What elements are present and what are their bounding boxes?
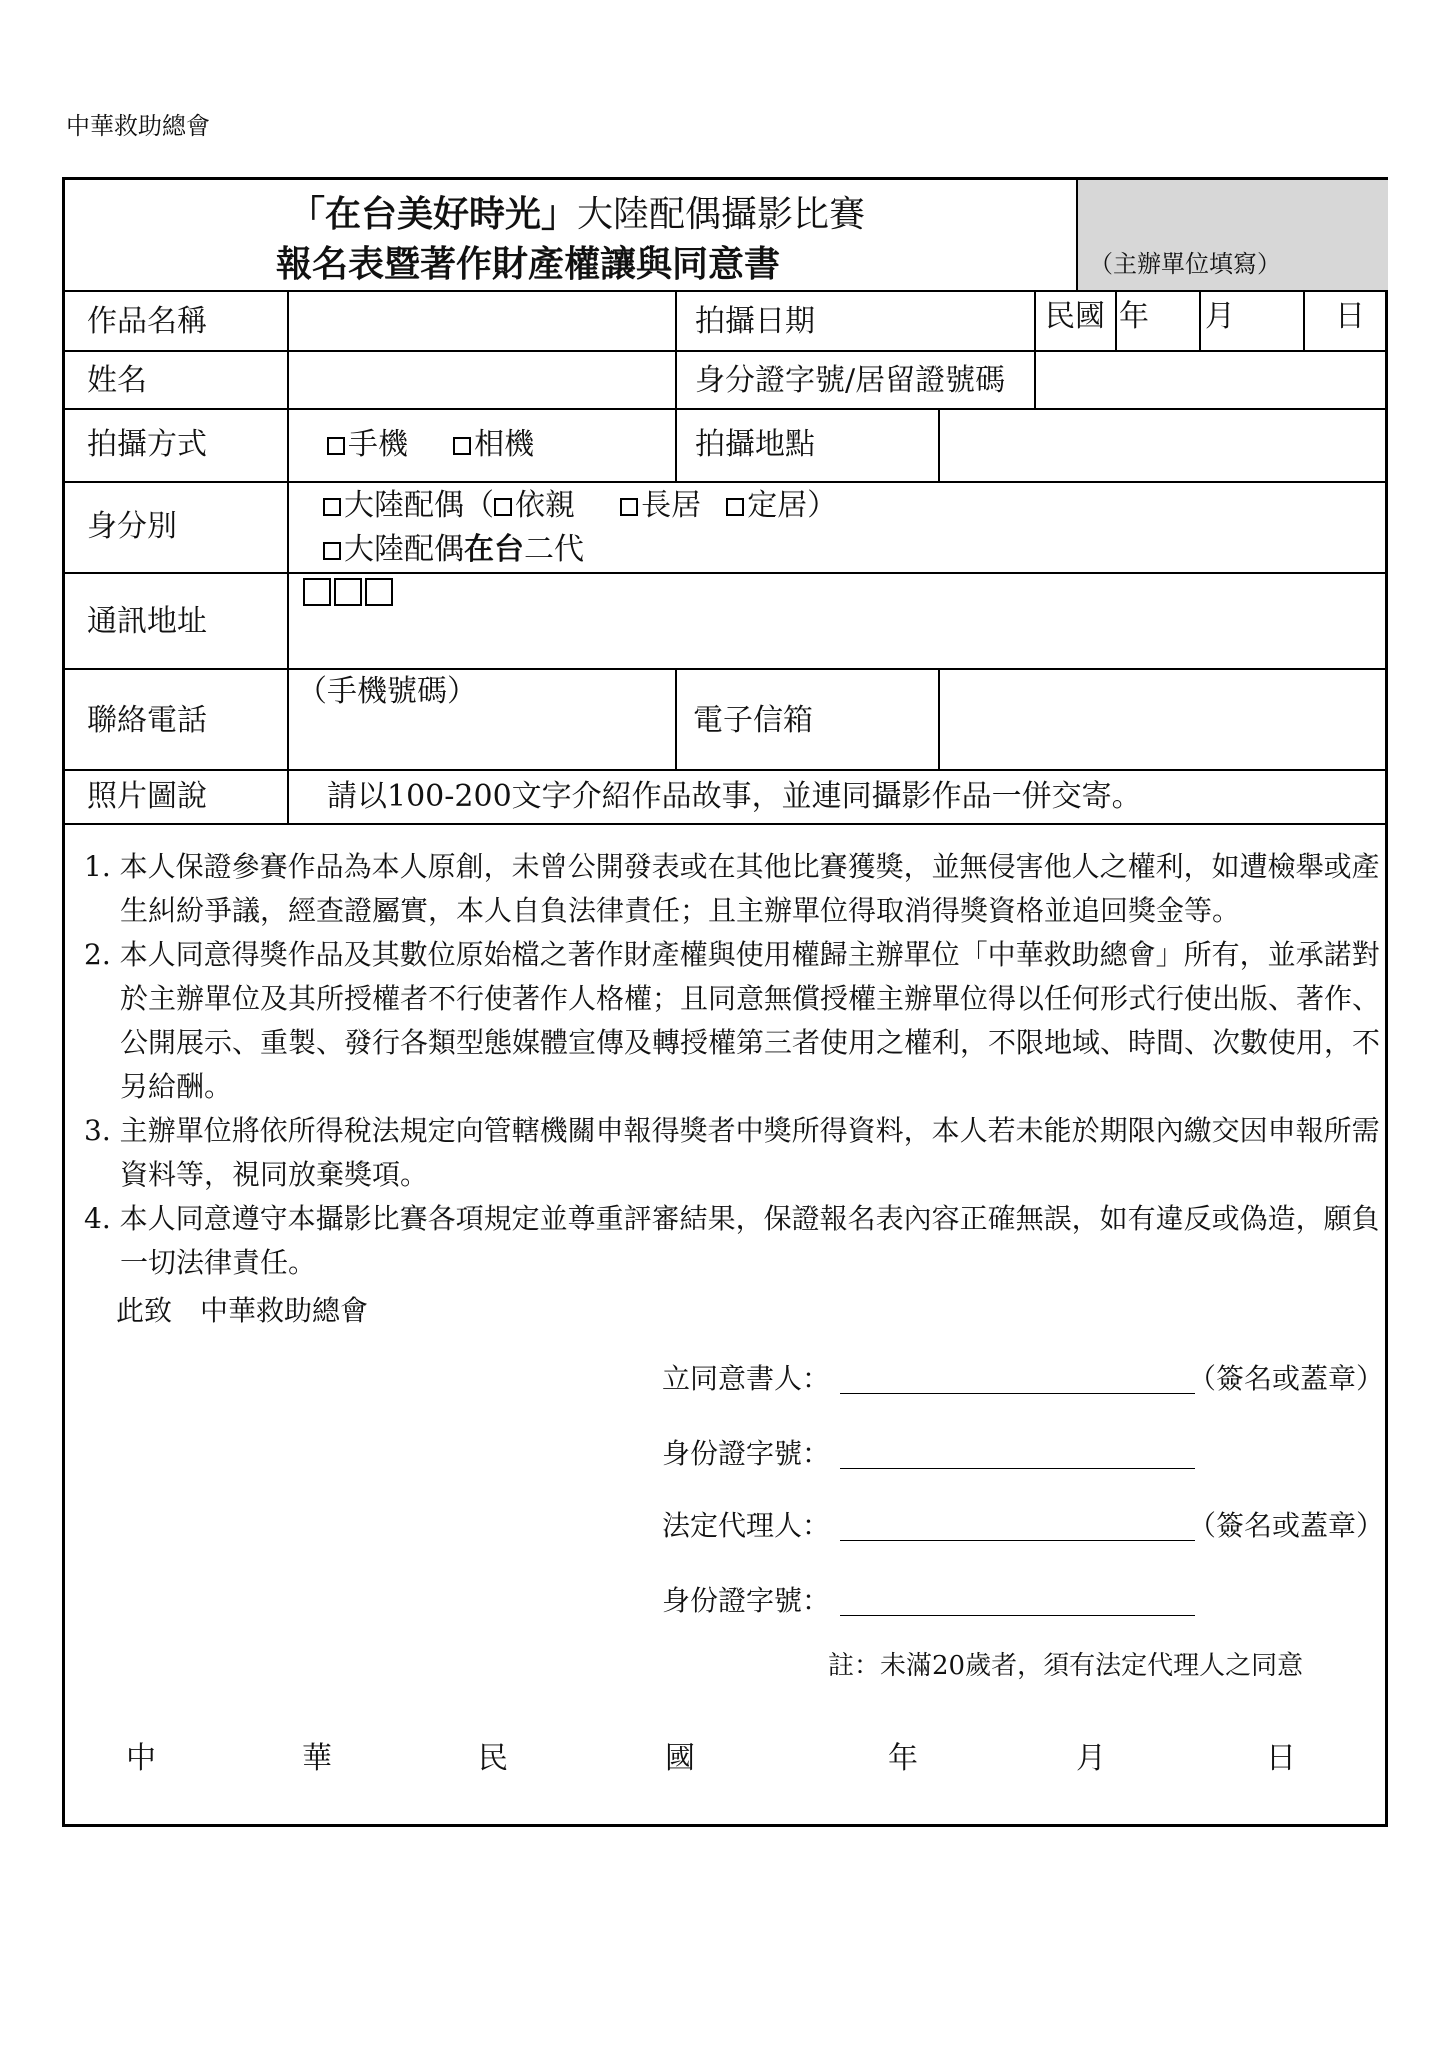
postal-digit-box[interactable] <box>365 578 393 606</box>
date-char: 民 <box>478 1741 508 1776</box>
mainland-spouse-checkbox[interactable] <box>323 498 341 516</box>
date-day: 日 <box>1266 1741 1296 1776</box>
work-name-label: 作品名稱 <box>87 304 207 339</box>
col-divider <box>675 408 677 481</box>
identity-options-row1 <box>323 488 838 523</box>
date-year: 年 <box>888 1741 918 1776</box>
second-generation-checkbox[interactable] <box>323 542 341 560</box>
postal-digit-box[interactable] <box>303 578 331 606</box>
camera-checkbox[interactable] <box>453 437 471 455</box>
year-label: 年 <box>1119 299 1149 334</box>
date-char: 國 <box>665 1741 695 1776</box>
row-divider <box>65 572 1388 574</box>
row-divider <box>65 481 1388 483</box>
col-divider <box>675 668 677 769</box>
date-char: 華 <box>302 1741 332 1776</box>
row-divider <box>65 668 1388 670</box>
terms-list <box>84 845 1384 1285</box>
postal-digit-box[interactable] <box>334 578 362 606</box>
row-divider <box>65 823 1388 825</box>
guardian-id-label: 身份證字號： <box>662 1584 831 1617</box>
col-divider <box>675 290 677 408</box>
second-generation-label-c: 二代 <box>524 532 584 567</box>
shoot-date-label: 拍攝日期 <box>695 304 815 339</box>
identity-label: 身分別 <box>87 509 177 544</box>
col-divider <box>1303 290 1305 350</box>
term-item: 1. 本人保證參賽作品為本人原創，未曾公開發表或在其他比賽獲獎，並無侵害他人之權利，如遭檢舉或產生糾紛爭議，經查證屬實，本人自負法律責任；且主辦單位得取消得獎資格並追回獎金等。 <box>84 850 1380 927</box>
col-divider <box>938 408 940 481</box>
term-item: 3. 主辦單位將依所得稅法規定向管轄機關申報得獎者中獎所得資料，本人若未能於期限內繳交因申報所需資料等，視同放棄獎項。 <box>84 1114 1380 1191</box>
office-use-note: （主辦單位填寫） <box>1089 250 1281 278</box>
guardian-note: 註：未滿20歲者，須有法定代理人之同意 <box>828 1651 1304 1681</box>
organization-header: 中華救助總會 <box>66 112 210 140</box>
name-label: 姓名 <box>87 363 147 398</box>
office-use-divider <box>1076 180 1078 292</box>
date-month: 月 <box>1076 1741 1106 1776</box>
shooting-location-label: 拍攝地點 <box>695 427 815 462</box>
contest-theme: 「在台美好時光」 <box>289 193 578 235</box>
consenter-id-label: 身份證字號： <box>662 1437 831 1470</box>
phone-label: 聯絡電話 <box>87 703 207 738</box>
dependent-checkbox[interactable] <box>494 498 512 516</box>
id-number-label: 身分證字號/居留證號碼 <box>695 363 1006 398</box>
second-generation-label-a: 大陸配偶 <box>344 532 464 567</box>
guardian-sign-hint: （簽名或蓋章） <box>1188 1509 1385 1542</box>
method-options <box>327 427 535 462</box>
row-divider <box>65 408 1388 410</box>
consenter-sign-hint: （簽名或蓋章） <box>1188 1362 1385 1395</box>
row-divider <box>65 769 1388 771</box>
consenter-label: 立同意書人： <box>662 1362 831 1395</box>
day-label: 日 <box>1335 299 1365 334</box>
salutation: 此致 中華救助總會 <box>116 1294 369 1327</box>
date-char: 中 <box>126 1741 156 1776</box>
col-divider <box>1034 290 1036 408</box>
guardian-label: 法定代理人： <box>662 1509 831 1542</box>
email-label: 電子信箱 <box>693 703 813 738</box>
month-label: 月 <box>1205 299 1235 334</box>
shooting-method-label: 拍攝方式 <box>87 427 207 462</box>
label-column-divider <box>287 290 289 823</box>
roc-label: 民國 <box>1045 299 1105 334</box>
guardian-signature-line[interactable] <box>840 1540 1195 1541</box>
second-generation-label-b: 在台 <box>464 532 524 567</box>
photo-caption-label: 照片圖說 <box>87 779 207 814</box>
consenter-id-line[interactable] <box>840 1468 1195 1469</box>
address-label: 通訊地址 <box>87 604 207 639</box>
consenter-signature-line[interactable] <box>840 1393 1195 1394</box>
col-divider <box>1115 290 1117 350</box>
col-divider <box>1199 290 1201 350</box>
settled-checkbox[interactable] <box>726 498 744 516</box>
form-title-line1 <box>289 193 866 235</box>
term-item: 4. 本人同意遵守本攝影比賽各項規定並尊重評審結果，保證報名表內容正確無誤，如有違反或偽造，願負一切法律責任。 <box>84 1202 1380 1279</box>
dependent-label: 依親 <box>515 488 575 523</box>
postal-code-boxes[interactable] <box>303 578 396 612</box>
long-stay-checkbox[interactable] <box>620 498 638 516</box>
identity-options-row2 <box>323 532 584 567</box>
row-divider <box>65 290 1388 292</box>
photo-caption-instruction: 請以100-200文字介紹作品故事，並連同攝影作品一併交寄。 <box>327 779 1142 814</box>
contest-name: 大陸配偶攝影比賽 <box>577 194 866 235</box>
term-item: 2. 本人同意得獎作品及其數位原始檔之著作財產權與使用權歸主辦單位「中華救助總會」所有，並承諾對於主辦單位及其所授權者不行使著作人格權；且同意無償授權主辦單位得以任何形式行使出版、著作、公開展示、重製、發行各類型態媒體宣傳及轉授權第三者使用之權利，不限地域、時間、次數使用，不另給酬。 <box>84 938 1381 1103</box>
phone-checkbox[interactable] <box>327 437 345 455</box>
row-divider <box>65 350 1388 352</box>
col-divider <box>938 668 940 769</box>
guardian-id-line[interactable] <box>840 1615 1195 1616</box>
mobile-hint: （手機號碼） <box>297 674 477 709</box>
form-title-line2: 報名表暨著作財產權讓與同意書 <box>276 243 781 285</box>
camera-option-label: 相機 <box>474 427 535 462</box>
phone-option-label: 手機 <box>348 427 408 462</box>
settled-label: 定居） <box>747 488 838 523</box>
long-stay-label: 長居 <box>641 488 702 523</box>
mainland-spouse-label: 大陸配偶（ <box>344 488 494 523</box>
